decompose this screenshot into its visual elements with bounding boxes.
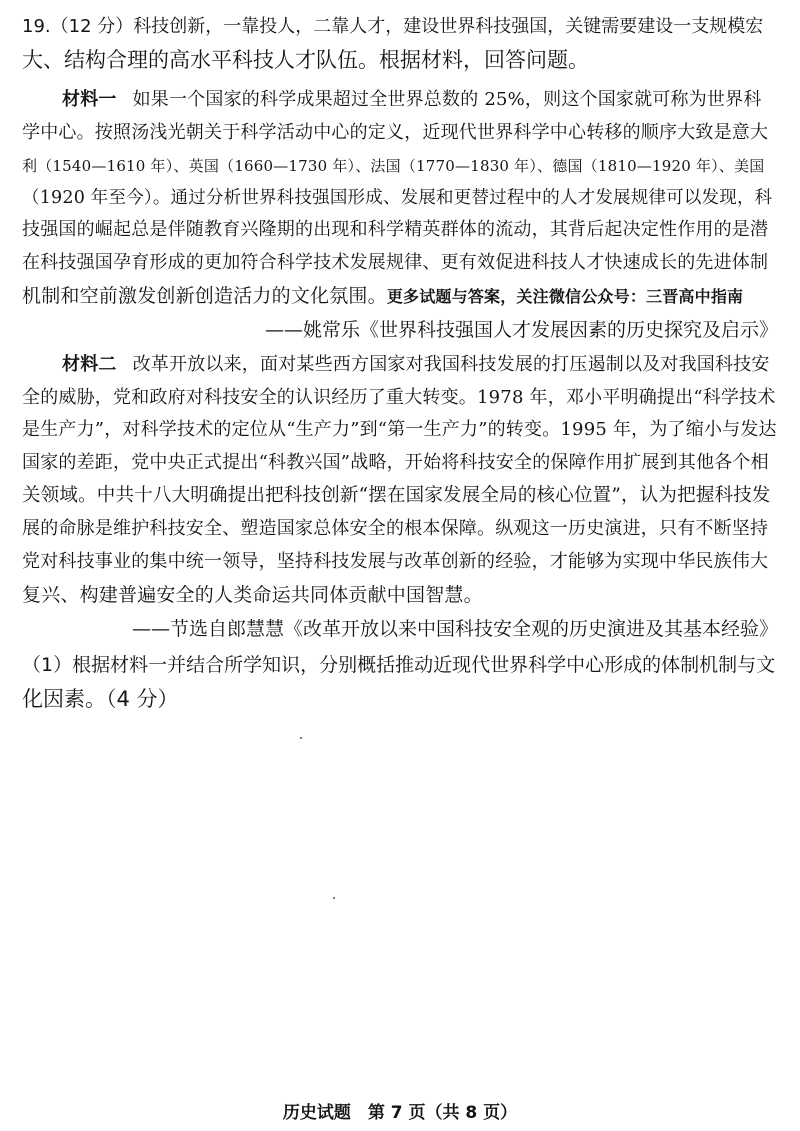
material2-line-1 (62, 350, 770, 380)
material1-line-1 (62, 85, 762, 115)
material2-line-2: 全的威胁，党和政府对科技安全的认识经历了重大转变。1978 年，邓小平明确提出“科学技术 (22, 387, 776, 408)
material1-line-6: 在科技强国孕育形成的更加符合科学技术发展规律、更有效促进科技人才快速成长的先进体制 (22, 252, 769, 273)
material2-label: 材料二 (62, 354, 117, 375)
subquestion1-line-2: 化因素。（4 分） (22, 687, 179, 711)
material2-line-3: 是生产力”，对科学技术的定位从“生产力”到“第一生产力”的转变。1995 年，为了缩小与发达 (22, 419, 777, 440)
material1-line-7 (22, 281, 743, 312)
material1-line-2: 学中心。按照汤浅光朝关于科学活动中心的定义，近现代世界科学中心转移的顺序大致是意大 (22, 122, 769, 143)
material1-line-3: 利（1540—1610 年）、英国（1660—1730 年）、法国（1770—1830 年）、德国（1810—1920 年）、美国 (22, 157, 765, 175)
material2-source: ——节选自郎慧慧《改革开放以来中国科技安全观的历史演进及其基本经验》 (131, 618, 778, 640)
material2-line-7: 党对科技事业的集中统一领导，坚持科技发展与改革创新的经验，才能够为实现中华民族伟大 (22, 551, 769, 572)
material2-line-4: 国家的差距，党中央正式提出“科教兴国”战略，开始将科技安全的保障作用扩展到其他各个相 (22, 452, 769, 473)
scan-speck (300, 737, 302, 739)
page-footer: 历史试题 第 7 页（共 8 页） (282, 1103, 518, 1123)
material2-text-1: 改革开放以来，面对某些西方国家对我国科技发展的打压遏制以及对我国科技安 (132, 354, 770, 375)
subquestion1-line-1: （1）根据材料一并结合所学知识，分别概括推动近现代世界科学中心形成的体制机制与文 (22, 654, 776, 676)
material1-text-7: 机制和空前激发创新创造活力的文化氛围。 (22, 285, 387, 307)
material2-line-6: 展的命脉是维护科技安全、塑造国家总体安全的根本保障。纵观这一历史演进，只有不断坚持 (22, 518, 769, 539)
material2-line-5: 关领域。中共十八大明确提出把科技创新“摆在国家发展全局的核心位置”，认为把握科技发 (22, 485, 771, 506)
scan-speck (333, 897, 335, 899)
material1-text-1: 如果一个国家的科学成果超过全世界总数的 25%，则这个国家就可称为世界科 (132, 89, 762, 110)
question-line-1: 19.（12 分）科技创新，一靠投人，二靠人才，建设世界科技强国，关键需要建设一支规模宏 (22, 16, 764, 37)
material1-line-4: （1920 年至今）。通过分析世界科技强国形成、发展和更替过程中的人才发展规律可以发现，科 (22, 188, 773, 208)
watermark-note: 更多试题与答案，关注微信公众号：三晋高中指南 (386, 287, 744, 306)
question-line-2: 大、结构合理的高水平科技人才队伍。根据材料，回答问题。 (22, 48, 589, 72)
material1-label: 材料一 (62, 89, 117, 110)
material1-source: ——姚常乐《世界科技强国人才发展因素的历史探究及启示》 (264, 319, 778, 341)
material1-line-5: 技强国的崛起总是伴随教育兴隆期的出现和科学精英群体的流动，其背后起决定性作用的是潜 (22, 219, 769, 240)
material2-line-8: 复兴、构建普遍安全的人类命运共同体贡献中国智慧。 (22, 584, 483, 606)
